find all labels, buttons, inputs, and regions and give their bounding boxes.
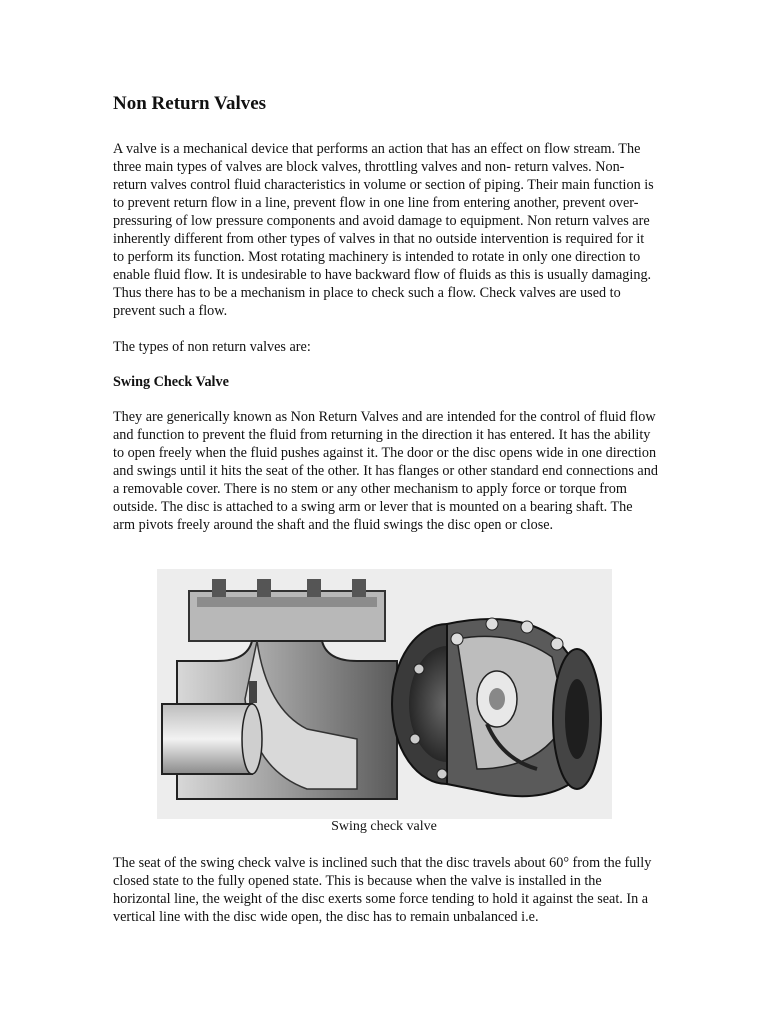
cutaway-valve-left [162, 579, 397, 799]
swing-check-heading: Swing Check Valve [113, 374, 229, 390]
swing-check-description: They are generically known as Non Return Valves and are intended for the control of fluid flow and function to prevent the fluid from returning in the direction it has entered. It has the ability to open freely when the fluid pushes against it. The door or the disc opens wide in one direction and swings until it hits the seat of the other. It has flanges or other standard end connections and a removable cover. There is no stem or any other mechanism to apply force or torque from outside. The disc is attached to a swing arm or lever that is mounted on a bearing shaft. The arm pivots freely around the shaft and the fluid swings the disc open or close. [113, 409, 658, 533]
page-title: Non Return Valves [113, 93, 267, 114]
swing-check-valve-illustration [157, 569, 612, 819]
figure-caption: Swing check valve [331, 819, 437, 834]
intro-paragraph: A valve is a mechanical device that performs an action that has an effect on flow stream. The three main types of valves are block valves, throttling valves and non- return valves. Non-return valves control fluid characteristics in volume or section of piping. Their main function is to prevent return flow in a line, prevent flow in one line from entering another, prevent over-pressuring of low pressure components and avoid damage to equipment. Non return valves are inherently different from other types of valves in that no outside intervention is required for it to perform its function. Most rotating machinery is intended to rotate in only one direction to enable fluid flow. It is undesirable to have backward flow of fluids as this is usually damaging. Thus there has to be a mechanism in place to check such a flow. Check valves are used to prevent such a flow. [113, 141, 654, 319]
swing-check-valve-figure [157, 569, 612, 819]
seat-description: The seat of the swing check valve is inclined such that the disc travels about 60° from the fully closed state to the fully opened state. This is because when the valve is installed in the horizontal line, the weight of the disc exerts some force tending to hold it against the seat. In a vertical line with the disc wide open, the disc has to remain unbalanced i.e. [113, 855, 652, 925]
types-intro-paragraph: The types of non return valves are: [113, 339, 311, 355]
